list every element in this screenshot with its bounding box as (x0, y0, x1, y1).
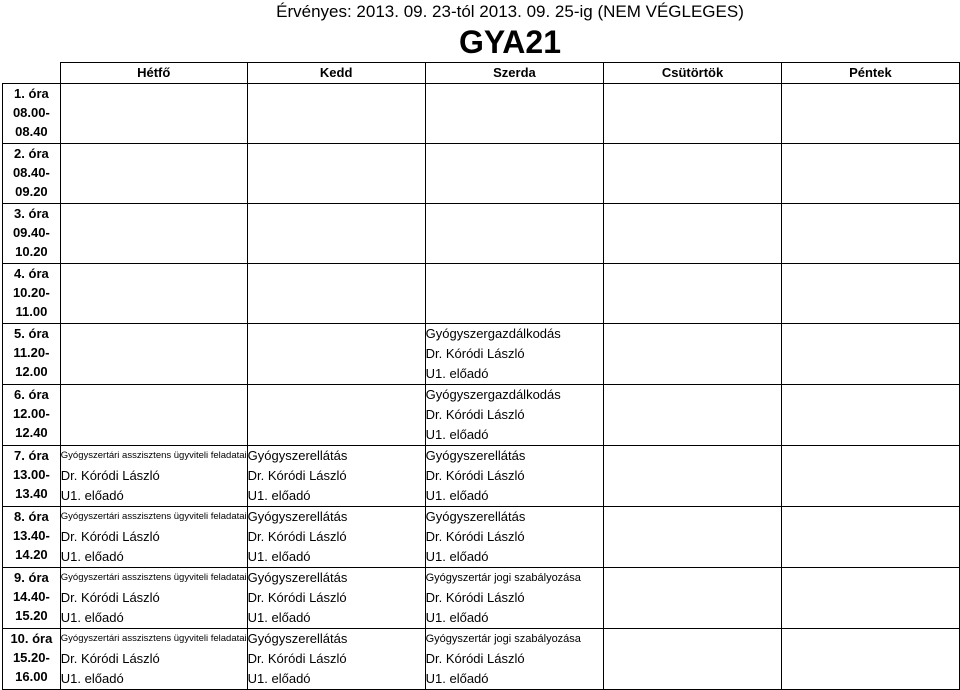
lesson-cell[interactable] (425, 324, 604, 385)
lesson-cell-empty (425, 204, 604, 264)
lesson-cell-empty (60, 204, 247, 264)
lesson-cell[interactable] (425, 568, 604, 629)
lesson-cell-empty (604, 446, 781, 507)
lesson-teacher: Dr. Kóródi László (247, 529, 347, 544)
lesson-cell[interactable] (247, 507, 425, 568)
lesson-room: U1. előadó (425, 427, 489, 442)
period-label: 6. óra 12.00- 12.40 (3, 385, 61, 446)
lesson-cell-empty (247, 84, 425, 144)
lesson-cell-empty (604, 629, 781, 690)
lesson-subject: Gyógyszertári asszisztens ügyviteli feladatai (60, 450, 247, 461)
lesson-cell[interactable] (60, 629, 247, 690)
lesson-cell[interactable] (60, 507, 247, 568)
lesson-cell-empty (604, 84, 781, 144)
lesson-cell-empty (425, 144, 604, 204)
lesson-room: U1. előadó (247, 549, 311, 564)
corner-cell (3, 63, 61, 84)
lesson-cell-empty (604, 204, 781, 264)
lesson-cell-empty (425, 264, 604, 324)
lesson-teacher: Dr. Kóródi László (425, 468, 525, 483)
lesson-cell-empty (247, 264, 425, 324)
lesson-cell-empty (781, 204, 959, 264)
lesson-cell-empty (247, 385, 425, 446)
lesson-subject: Gyógyszerellátás (425, 448, 526, 463)
lesson-teacher: Dr. Kóródi László (247, 468, 347, 483)
lesson-teacher: Dr. Kóródi László (247, 590, 347, 605)
lesson-teacher: Dr. Kóródi László (425, 590, 525, 605)
day-header-thursday: Csütörtök (604, 63, 781, 84)
lesson-cell-empty (60, 84, 247, 144)
lesson-subject: Gyógyszerellátás (425, 509, 526, 524)
day-header-monday: Hétfő (60, 63, 247, 84)
lesson-subject: Gyógyszerellátás (247, 448, 348, 463)
period-label: 7. óra 13.00- 13.40 (3, 446, 61, 507)
lesson-cell[interactable] (425, 446, 604, 507)
period-label: 8. óra 13.40- 14.20 (3, 507, 61, 568)
period-row (3, 264, 960, 324)
timetable (2, 62, 960, 690)
lesson-cell-empty (781, 84, 959, 144)
lesson-cell-empty (781, 385, 959, 446)
lesson-cell[interactable] (247, 568, 425, 629)
lesson-cell-empty (604, 144, 781, 204)
lesson-subject: Gyógyszerellátás (247, 509, 348, 524)
lesson-room: U1. előadó (247, 488, 311, 503)
lesson-cell[interactable] (425, 385, 604, 446)
period-row (3, 507, 960, 568)
lesson-cell-empty (604, 385, 781, 446)
period-label: 5. óra 11.20- 12.00 (3, 324, 61, 385)
lesson-room: U1. előadó (60, 549, 124, 564)
lesson-cell-empty (781, 324, 959, 385)
lesson-subject: Gyógyszertár jogi szabályozása (425, 572, 581, 584)
lesson-cell[interactable] (247, 446, 425, 507)
period-label: 2. óra 08.40- 09.20 (3, 144, 61, 204)
lesson-cell[interactable] (60, 446, 247, 507)
lesson-cell-empty (781, 568, 959, 629)
period-label: 10. óra 15.20- 16.00 (3, 629, 61, 690)
class-title: GYA21 (459, 24, 561, 60)
lesson-cell-empty (781, 144, 959, 204)
lesson-cell-empty (60, 264, 247, 324)
lesson-cell-empty (781, 264, 959, 324)
period-row (3, 204, 960, 264)
lesson-teacher: Dr. Kóródi László (60, 590, 160, 605)
lesson-teacher: Dr. Kóródi László (425, 407, 525, 422)
lesson-room: U1. előadó (425, 366, 489, 381)
period-label: 9. óra 14.40- 15.20 (3, 568, 61, 629)
lesson-subject: Gyógyszerellátás (247, 631, 348, 646)
lesson-cell[interactable] (425, 507, 604, 568)
lesson-cell[interactable] (60, 568, 247, 629)
lesson-room: U1. előadó (60, 488, 124, 503)
lesson-subject: Gyógyszertár jogi szabályozása (425, 633, 581, 645)
lesson-room: U1. előadó (425, 671, 489, 686)
lesson-room: U1. előadó (60, 671, 124, 686)
lesson-teacher: Dr. Kóródi László (425, 346, 525, 361)
lesson-cell-empty (247, 204, 425, 264)
day-header-tuesday: Kedd (247, 63, 425, 84)
lesson-subject: Gyógyszertári asszisztens ügyviteli feladatai (60, 511, 247, 522)
lesson-room: U1. előadó (425, 488, 489, 503)
lesson-cell-empty (60, 324, 247, 385)
lesson-subject: Gyógyszergazdálkodás (425, 326, 561, 341)
lesson-teacher: Dr. Kóródi László (60, 651, 160, 666)
validity-note: Érvényes: 2013. 09. 23-tól 2013. 09. 25-ig (NEM VÉGLEGES) (276, 2, 744, 21)
lesson-cell[interactable] (425, 629, 604, 690)
lesson-cell-empty (781, 507, 959, 568)
lesson-room: U1. előadó (247, 610, 311, 625)
lesson-cell[interactable] (247, 629, 425, 690)
lesson-teacher: Dr. Kóródi László (425, 651, 525, 666)
lesson-subject: Gyógyszerellátás (247, 570, 348, 585)
lesson-cell-empty (425, 84, 604, 144)
lesson-cell-empty (604, 568, 781, 629)
period-label: 1. óra 08.00- 08.40 (3, 84, 61, 144)
period-row (3, 84, 960, 144)
lesson-teacher: Dr. Kóródi László (60, 468, 160, 483)
day-header-wednesday: Szerda (425, 63, 604, 84)
lesson-room: U1. előadó (247, 671, 311, 686)
period-row (3, 629, 960, 690)
lesson-cell-empty (247, 324, 425, 385)
period-row (3, 144, 960, 204)
lesson-cell-empty (60, 385, 247, 446)
day-header-row (3, 63, 960, 84)
lesson-subject: Gyógyszertári asszisztens ügyviteli feladatai (60, 572, 247, 583)
lesson-cell-empty (604, 507, 781, 568)
lesson-cell-empty (604, 324, 781, 385)
period-label: 4. óra 10.20- 11.00 (3, 264, 61, 324)
lesson-room: U1. előadó (60, 610, 124, 625)
lesson-cell-empty (781, 446, 959, 507)
lesson-room: U1. előadó (425, 610, 489, 625)
lesson-room: U1. előadó (425, 549, 489, 564)
lesson-subject: Gyógyszergazdálkodás (425, 387, 561, 402)
day-header-friday: Péntek (781, 63, 959, 84)
lesson-cell-empty (604, 264, 781, 324)
lesson-subject: Gyógyszertári asszisztens ügyviteli feladatai (60, 633, 247, 644)
period-label: 3. óra 09.40- 10.20 (3, 204, 61, 264)
period-row (3, 568, 960, 629)
lesson-teacher: Dr. Kóródi László (247, 651, 347, 666)
lesson-cell-empty (247, 144, 425, 204)
period-row (3, 385, 960, 446)
lesson-teacher: Dr. Kóródi László (425, 529, 525, 544)
lesson-teacher: Dr. Kóródi László (60, 529, 160, 544)
period-row (3, 446, 960, 507)
period-row (3, 324, 960, 385)
lesson-cell-empty (781, 629, 959, 690)
lesson-cell-empty (60, 144, 247, 204)
